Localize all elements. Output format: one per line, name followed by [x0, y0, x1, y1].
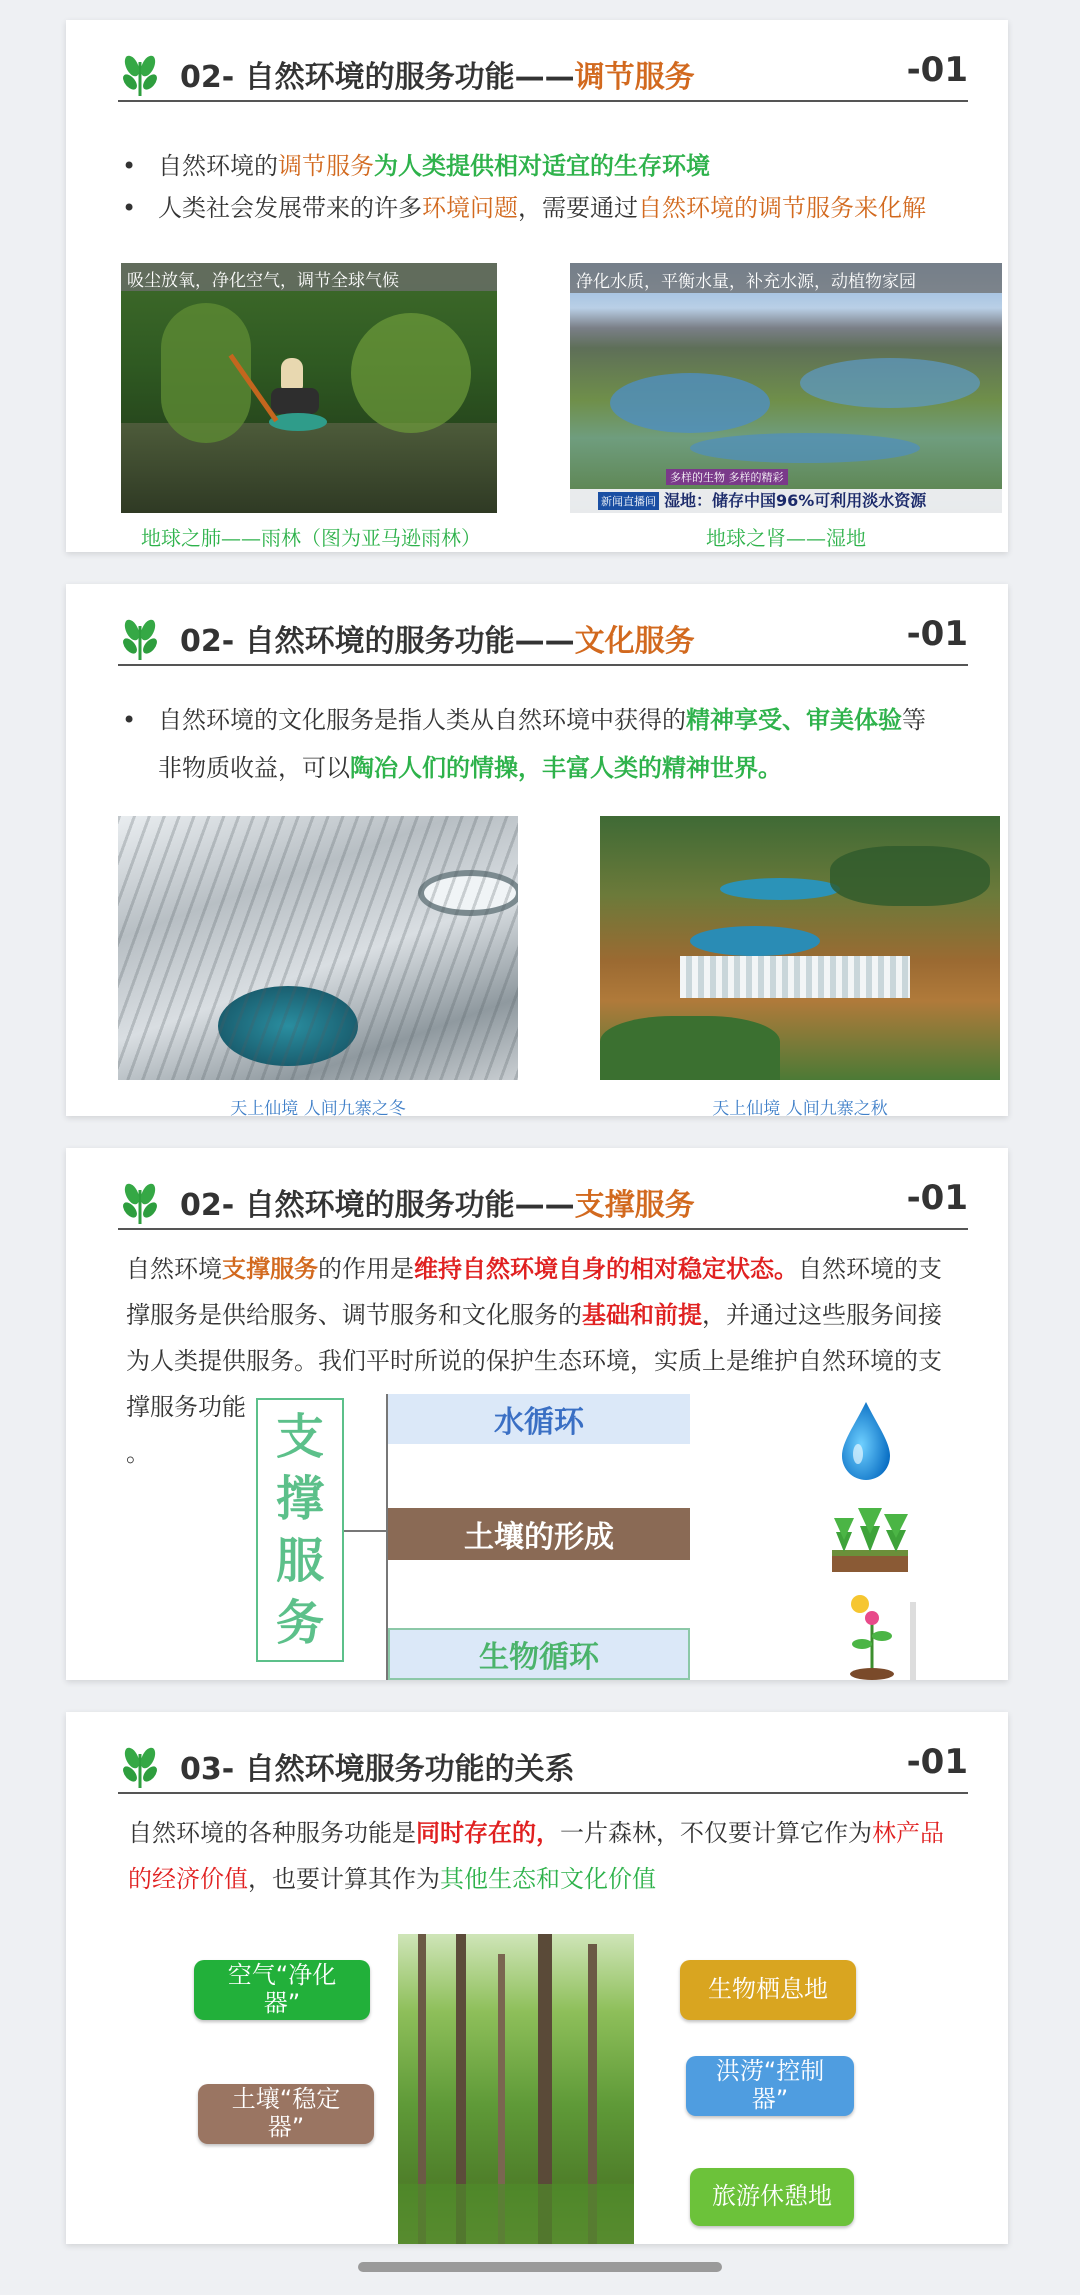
tv-small-caption: 多样的生物 多样的精彩: [666, 469, 788, 485]
jiuzhai-winter-photo: [118, 816, 518, 1080]
leaf-icon: [120, 1744, 160, 1788]
slide-title: 02- 自然环境的服务功能——文化服务: [180, 624, 695, 659]
photo-caption: 天上仙境 人间九寨之冬: [230, 1099, 406, 1116]
pill-tourism: 旅游休憩地: [690, 2168, 854, 2226]
pill-air-purifier: 空气“净化器”: [194, 1960, 370, 2020]
branch-water-cycle: [388, 1394, 690, 1444]
water-drop-icon: [838, 1400, 894, 1484]
leaf-icon: [120, 616, 160, 660]
plant-sun-icon: [830, 1592, 920, 1680]
supporting-paragraph: 自然环境支撑服务的作用是维持自然环境自身的相对稳定状态。自然环境的支撑服务是供给服务、调节服务和文化服务的基础和前提，并通过这些服务间接为人类提供服务。我们平时所说的保护生态环境，实质上是维护自然环境的支撑服务功能 。: [126, 1255, 942, 1467]
photo-caption: 天上仙境 人间九寨之秋: [712, 1099, 888, 1116]
forest-photo: [398, 1934, 634, 2244]
slide-title: 03- 自然环境服务功能的关系: [180, 1752, 575, 1787]
photo-overlay-text: 净化水质，平衡水量，补充水源，动植物家园: [576, 272, 916, 292]
forest-soil-icon: [830, 1504, 910, 1576]
leaf-icon: [120, 52, 160, 96]
branch-bio-cycle: [388, 1628, 690, 1680]
photo-overlay-text: 吸尘放氧，净化空气，调节全球气候: [127, 271, 399, 291]
supporting-diagram: [256, 1394, 976, 1680]
branch-label: 生物循环: [479, 1640, 599, 1675]
photo-caption: 地球之肺——雨林（图为亚马逊雨林）: [141, 526, 481, 550]
rainforest-photo: [121, 263, 497, 513]
slide-number: -01: [906, 1742, 968, 1782]
slide-regulating-services: [66, 20, 1008, 552]
vertical-char: 支: [275, 1409, 324, 1465]
leaf-icon: [120, 1180, 160, 1224]
cultural-text: • 自然环境的文化服务是指人类从自然环境中获得的精神享受、审美体验等 非物质收益，可以陶冶人们的情操，丰富人类的精神世界。: [122, 706, 926, 782]
slide-number: -01: [906, 614, 968, 654]
vertical-char: 服: [275, 1533, 324, 1589]
vertical-char: 撑: [275, 1471, 324, 1527]
slide-header: [118, 1736, 968, 1794]
slide-number: -01: [906, 50, 968, 90]
slide-number: -01: [906, 1178, 968, 1218]
pill-soil-stabilizer: 土壤“稳定器”: [198, 2084, 374, 2144]
branch-label: 水循环: [494, 1405, 584, 1440]
slide-cultural-services: [66, 584, 1008, 1116]
vertical-title-box: [256, 1398, 344, 1662]
slide-title: 02- 自然环境的服务功能——调节服务: [180, 60, 695, 95]
slide-header: [118, 1172, 968, 1230]
slide-header: [118, 44, 968, 102]
bullet-2: • 人类社会发展带来的许多环境问题，需要通过自然环境的调节服务来化解: [122, 194, 926, 222]
pill-flood-control: 洪涝“控制器”: [686, 2056, 854, 2116]
jiuzhai-autumn-photo: [600, 816, 1000, 1080]
wetland-photo: [570, 263, 1002, 513]
vertical-char: 务: [275, 1595, 324, 1651]
bullet-1: • 自然环境的调节服务为人类提供相对适宜的生存环境: [122, 152, 710, 180]
photo-caption: 地球之肾——湿地: [706, 526, 866, 550]
slide-header: [118, 608, 968, 666]
home-indicator[interactable]: [358, 2262, 722, 2272]
tv-banner-text: 湿地：储存中国96%可利用淡水资源: [664, 491, 927, 510]
branch-soil-formation: [388, 1508, 690, 1560]
pill-habitat: 生物栖息地: [680, 1960, 856, 2020]
tv-logo: 新闻直播间: [598, 492, 659, 510]
relationship-paragraph: 自然环境的各种服务功能是同时存在的，一片森林，不仅要计算它作为林产品 的经济价值，也要计算其作为其他生态和文化价值: [128, 1819, 944, 1893]
slide-supporting-services: [66, 1148, 1008, 1680]
slide-service-relationships: [66, 1712, 1008, 2244]
slide-title: 02- 自然环境的服务功能——支撑服务: [180, 1188, 695, 1223]
branch-label: 土壤的形成: [464, 1520, 614, 1555]
